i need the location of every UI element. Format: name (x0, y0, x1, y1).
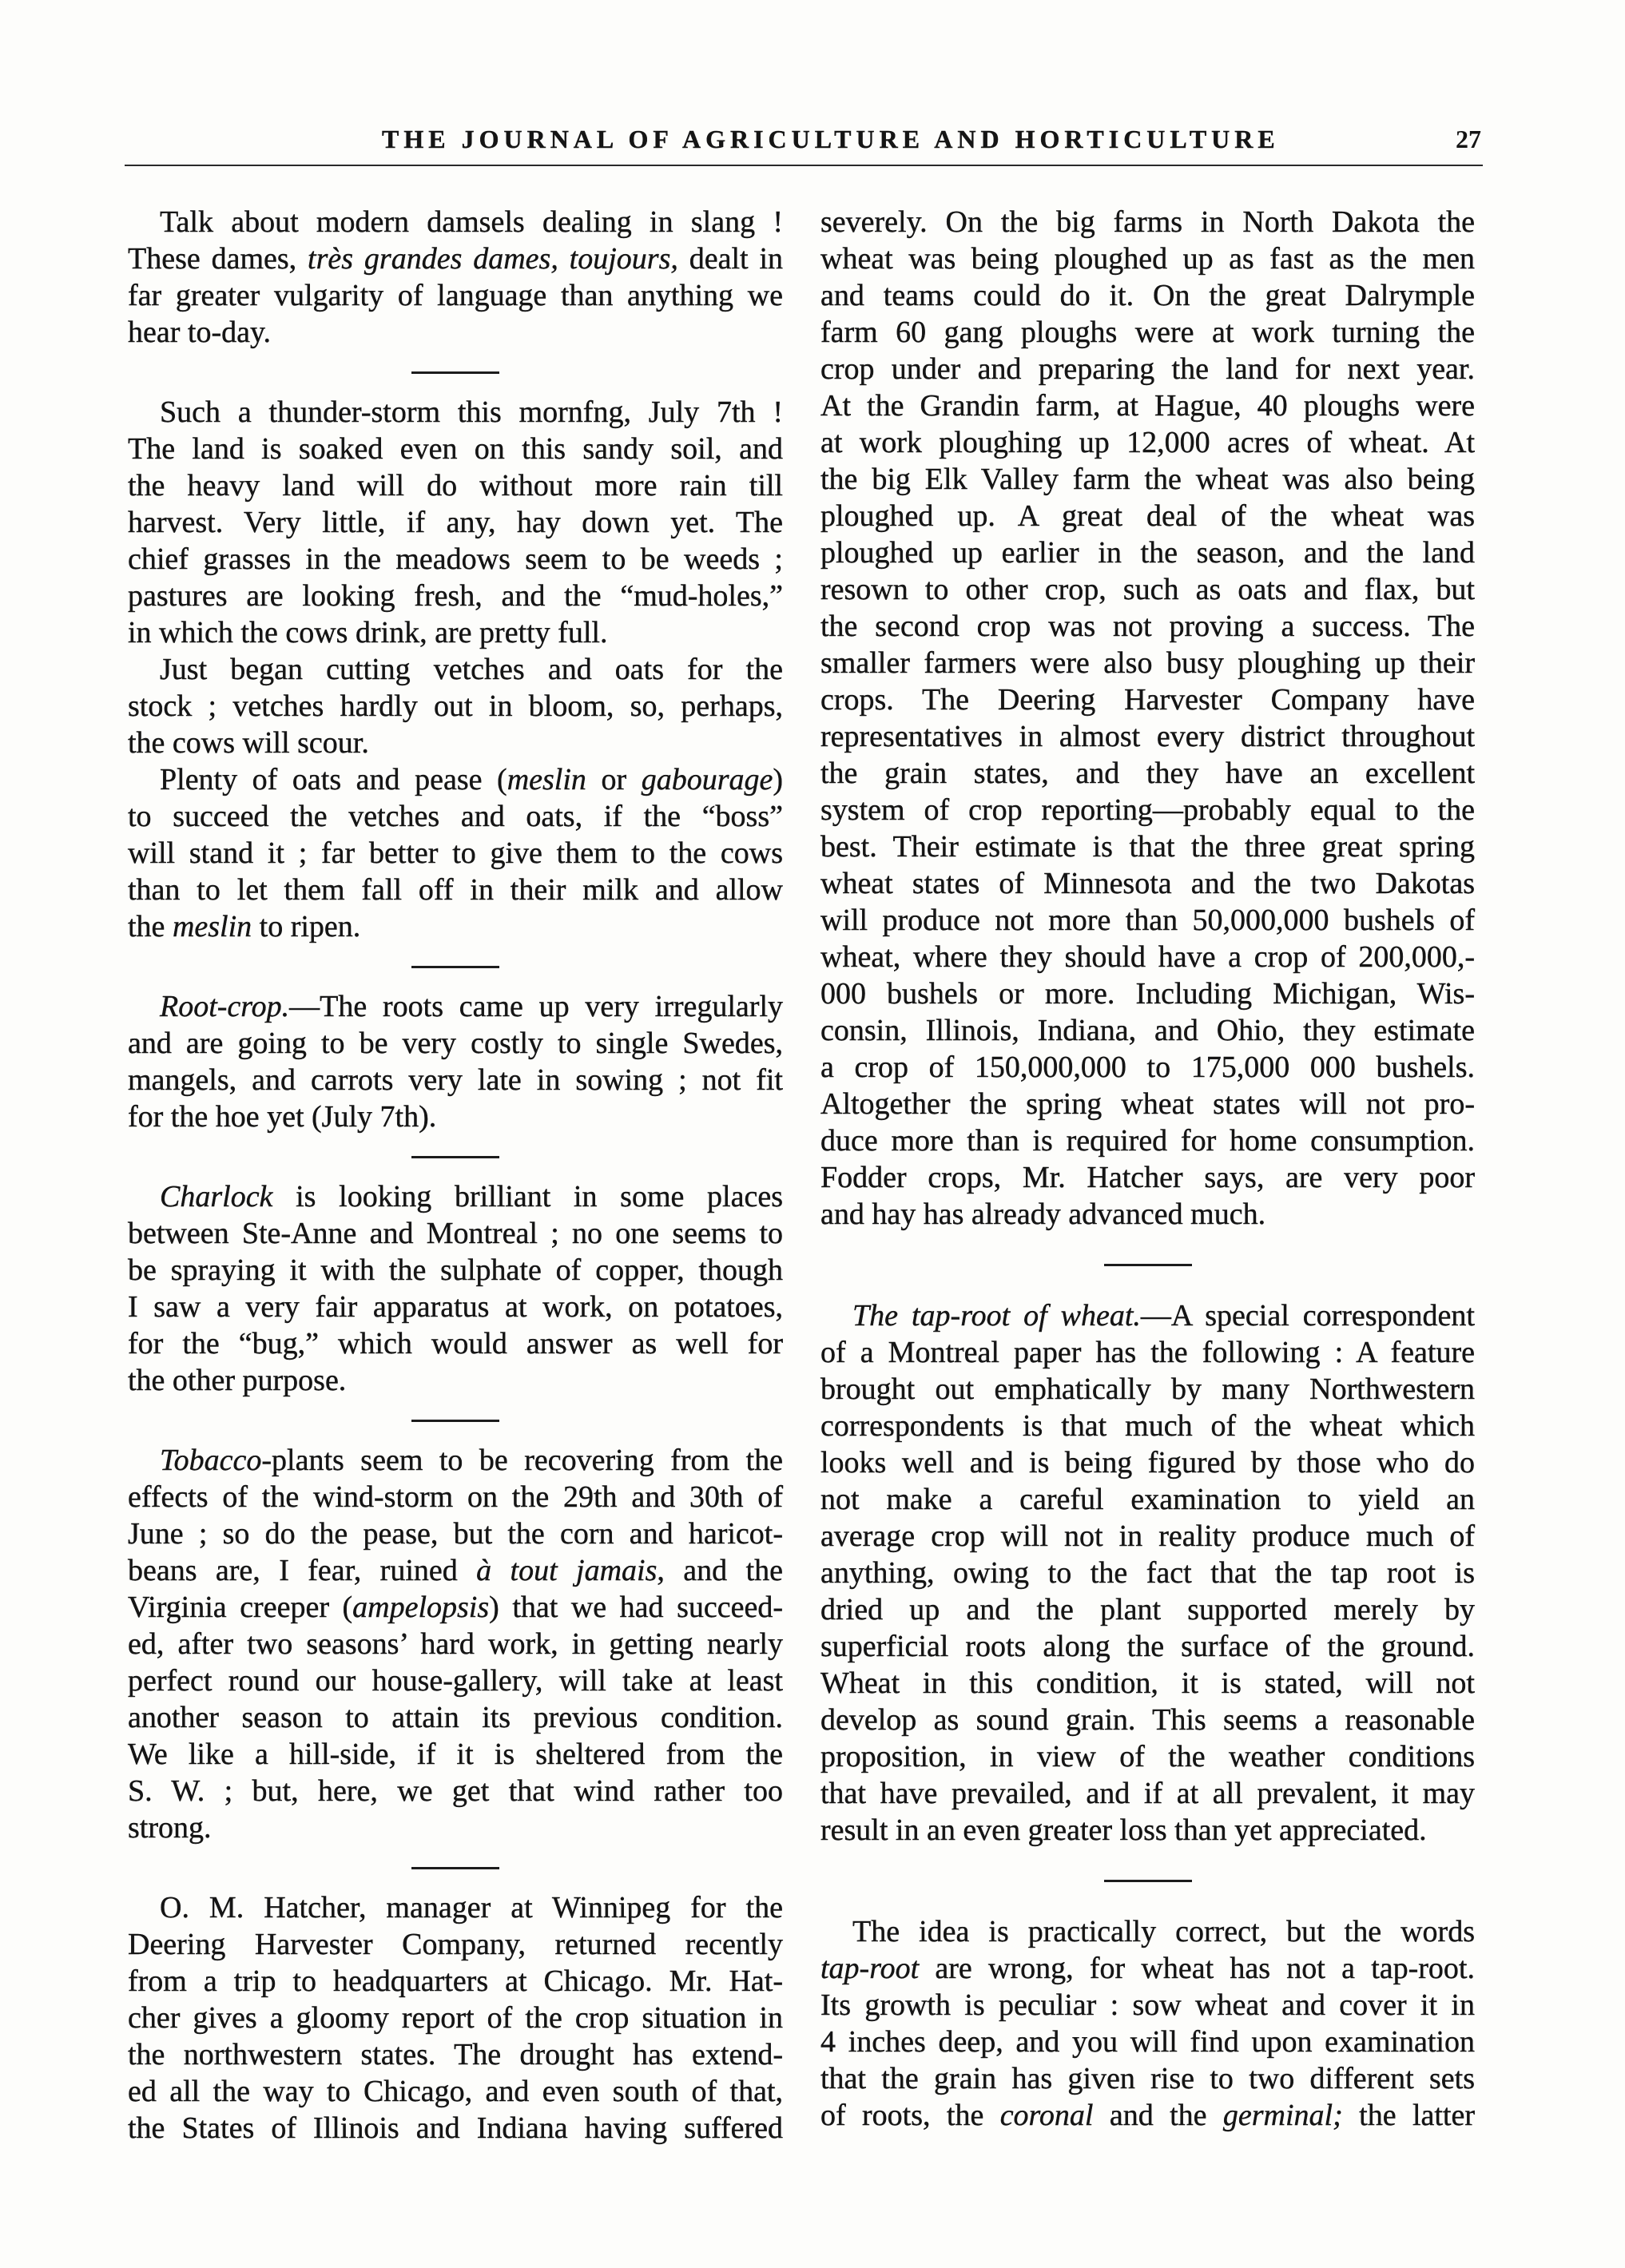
text-line: harvest. Very little, if any, hay down yet. The (128, 506, 783, 539)
italic-text-run: coronal (999, 2099, 1094, 2132)
text-run: , and the (657, 1554, 783, 1587)
paragraph (128, 394, 783, 651)
text-line: I saw a very fair apparatus at work, on potatoes, (128, 1290, 783, 1324)
paragraph (820, 1913, 1475, 2134)
text-line: that have prevailed, and if at all prevalent, it may (820, 1777, 1475, 1810)
text-line: crop under and preparing the land for next year. (820, 352, 1475, 386)
text-line: the northwestern states. The drought has extend- (128, 2038, 783, 2071)
paragraph (128, 988, 783, 1135)
text-line: crops. The Deering Harvester Company have (820, 683, 1475, 717)
note-section (128, 204, 783, 351)
italic-text-run: à tout jamais (476, 1554, 658, 1587)
section-divider (820, 1233, 1475, 1297)
text-line: June ; so do the pease, but the corn and haricot- (128, 1517, 783, 1551)
text-line: Deering Harvester Company, returned recently (128, 1928, 783, 1961)
note-section (128, 1178, 783, 1399)
text-line: be spraying it with the sulphate of copper, though (128, 1253, 783, 1287)
text-run: Virginia creeper ( (128, 1591, 353, 1624)
text-line: the heavy land will do without more rain till (128, 469, 783, 502)
text-line: wheat, where they should have a crop of 200,000,- (820, 940, 1475, 974)
text-line: for the “bug,” which would answer as well for (128, 1327, 783, 1360)
note-section (128, 988, 783, 1135)
text-line: superficial roots along the surface of the ground. (820, 1630, 1475, 1663)
text-line: Talk about modern damsels dealing in slang ! (160, 205, 783, 239)
text-line: Wheat in this condition, it is stated, will not (820, 1666, 1475, 1700)
text-line (128, 1178, 783, 1215)
text-run: the (128, 910, 173, 943)
page-number: 27 (1456, 125, 1481, 153)
text-line: 000 bushels or more. Including Michigan, Wis- (820, 977, 1475, 1011)
text-line (128, 1552, 783, 1589)
text-line: O. M. Hatcher, manager at Winnipeg for the (160, 1891, 783, 1924)
italic-text-run: Tobacco (160, 1444, 262, 1477)
text-line (820, 2097, 1475, 2134)
paragraph (128, 761, 783, 945)
section-divider (128, 1399, 783, 1442)
text-line: anything, owing to the fact that the tap root is (820, 1556, 1475, 1590)
italic-text-run: ampelopsis (352, 1591, 490, 1624)
text-line: and hay has already advanced much. (820, 1198, 1266, 1231)
text-line: ploughed up. A great deal of the wheat was (820, 499, 1475, 533)
section-divider (820, 1849, 1475, 1913)
text-line: for the hoe yet (July 7th). (128, 1100, 437, 1134)
text-line: duce more than is required for home consumption. (820, 1124, 1475, 1158)
italic-text-run: meslin (172, 910, 252, 943)
text-line: resown to other crop, such as oats and flax, but (820, 573, 1475, 606)
note-section (128, 1442, 783, 1846)
running-title: THE JOURNAL OF AGRICULTURE AND HORTICULTURE (382, 125, 1280, 153)
text-run: the latter (1342, 2099, 1476, 2132)
text-line: the big Elk Valley farm the wheat was also being (820, 463, 1475, 496)
column-left (128, 204, 783, 2147)
text-run: —A special correspondent (1140, 1299, 1475, 1333)
text-line: average crop will not in reality produce much of (820, 1519, 1475, 1553)
text-line: will produce not more than 50,000,000 bushels of (820, 904, 1475, 937)
section-divider (128, 1846, 783, 1889)
text-run: dealt in (677, 242, 784, 276)
italic-text-run: gabourage (641, 763, 773, 796)
text-line: the grain states, and they have an excellent (820, 757, 1475, 790)
text-line: the States of Illinois and Indiana having suffered (128, 2111, 783, 2145)
text-run: and the (1093, 2099, 1223, 2132)
text-line: Such a thunder-storm this mornfng, July 7th ! (160, 395, 783, 429)
text-run: —The roots came up very irregularly (289, 990, 783, 1023)
text-line: in which the cows drink, are pretty full. (128, 616, 608, 649)
text-line (820, 1950, 1475, 1987)
text-line: brought out emphatically by many Northwestern (820, 1372, 1475, 1406)
text-line: hear to-day. (128, 316, 271, 349)
text-line: representatives in almost every district throughout (820, 720, 1475, 753)
text-line: Just began cutting vetches and oats for the (160, 653, 783, 686)
text-line: Its growth is peculiar : sow wheat and cover it in (820, 1988, 1475, 2022)
text-line: 4 inches deep, and you will find upon examination (820, 2025, 1475, 2059)
text-run: are wrong, for wheat has not a tap-root. (919, 1952, 1475, 1985)
text-run: ) (773, 763, 784, 796)
text-line: dried up and the plant supported merely by (820, 1593, 1475, 1627)
text-line: between Ste-Anne and Montreal ; no one seems to (128, 1217, 783, 1250)
text-line: of a Montreal paper has the following : A feature (820, 1336, 1475, 1369)
text-run: is looking brilliant in some places (272, 1180, 783, 1213)
note-section (820, 1913, 1475, 2134)
text-line: than to let them fall off in their milk and allow (128, 873, 783, 907)
text-line: looks well and is being figured by those who do (820, 1446, 1475, 1480)
text-line: The land is soaked even on this sandy soil, and (128, 432, 783, 466)
text-line: ed, after two seasons’ hard work, in getting nearly (128, 1627, 783, 1661)
text-line: cher gives a gloomy report of the crop situation in (128, 2001, 783, 2035)
text-line: mangels, and carrots very late in sowing ; not fit (128, 1063, 783, 1097)
text-line: ed all the way to Chicago, and even south of that, (128, 2075, 783, 2108)
paragraph (820, 204, 1475, 1233)
text-line: severely. On the big farms in North Dakota the (820, 205, 1475, 239)
text-run: ) that we had succeed- (489, 1591, 783, 1624)
text-line: smaller farmers were also busy ploughing up their (820, 646, 1475, 680)
text-line (128, 908, 783, 945)
text-line: wheat states of Minnesota and the two Dakotas (820, 867, 1475, 900)
text-line (128, 1589, 783, 1626)
column-right (820, 204, 1475, 2134)
text-line (128, 761, 783, 798)
text-line: result in an even greater loss than yet appreciated. (820, 1813, 1427, 1847)
note-section (128, 1889, 783, 2147)
text-line: Altogether the spring wheat states will not pro- (820, 1087, 1475, 1121)
italic-text-run: Charlock (160, 1180, 273, 1213)
text-line: wheat was being ploughed up as fast as the men (820, 242, 1475, 276)
italic-text-run: germinal; (1222, 2099, 1343, 2132)
text-line: proposition, in view of the weather conditions (820, 1740, 1475, 1773)
text-line: develop as sound grain. This seems a reasonable (820, 1703, 1475, 1737)
text-line: S. W. ; but, here, we get that wind rather too (128, 1774, 783, 1808)
text-run: These dames, (128, 242, 308, 276)
text-line: correspondents is that much of the wheat which (820, 1409, 1475, 1443)
text-line (128, 988, 783, 1025)
text-line: and are going to be very costly to single Swedes, (128, 1027, 783, 1060)
text-line: a crop of 150,000,000 to 175,000 000 bushels. (820, 1051, 1475, 1084)
text-line: and teams could do it. On the great Dalrymple (820, 279, 1475, 312)
note-section (820, 1297, 1475, 1849)
section-divider (128, 351, 783, 394)
italic-text-run: meslin (507, 763, 586, 796)
text-run: -plants seem to be recovering from the (261, 1444, 783, 1477)
note-section (128, 394, 783, 945)
text-line: best. Their estimate is that the three great spring (820, 830, 1475, 864)
text-line: pastures are looking fresh, and the “mud-holes,” (128, 579, 783, 613)
paragraph (128, 651, 783, 761)
text-line: chief grasses in the meadows seem to be weeds ; (128, 542, 783, 576)
text-line: stock ; vetches hardly out in bloom, so, perhaps, (128, 689, 783, 723)
text-line: We like a hill-side, if it is sheltered from the (128, 1738, 783, 1771)
header-rule (125, 165, 1483, 166)
text-line: At the Grandin farm, at Hague, 40 ploughs were (820, 389, 1475, 423)
text-line: the other purpose. (128, 1364, 347, 1397)
paragraph (128, 1178, 783, 1399)
text-line: consin, Illinois, Indiana, and Ohio, they estimate (820, 1014, 1475, 1047)
text-line: system of crop reporting—probably equal to the (820, 793, 1475, 827)
text-line: another season to attain its previous condition. (128, 1701, 783, 1734)
text-run: of roots, the (820, 2099, 1000, 2132)
text-run: Plenty of oats and pease ( (160, 763, 507, 796)
text-line: not make a careful examination to yield an (820, 1483, 1475, 1516)
paragraph (128, 204, 783, 351)
text-line (128, 240, 783, 277)
paragraph (128, 1442, 783, 1846)
italic-text-run: Root-crop. (160, 990, 290, 1023)
text-line: Fodder crops, Mr. Hatcher says, are very poor (820, 1161, 1475, 1194)
note-section (820, 204, 1475, 1233)
section-divider (128, 1135, 783, 1178)
paragraph (128, 1889, 783, 2147)
text-line: that the grain has given rise to two different sets (820, 2062, 1475, 2095)
text-line: ploughed up earlier in the season, and the land (820, 536, 1475, 570)
text-line: at work ploughing up 12,000 acres of wheat. At (820, 426, 1475, 459)
text-line: The idea is practically correct, but the words (852, 1915, 1475, 1948)
paragraph (820, 1297, 1475, 1849)
text-line: farm 60 gang ploughs were at work turning the (820, 316, 1475, 349)
text-line: the second crop was not proving a success. The (820, 610, 1475, 643)
text-line: effects of the wind-storm on the 29th and 30th of (128, 1480, 783, 1514)
text-line: strong. (128, 1811, 212, 1845)
text-line: far greater vulgarity of language than anything we (128, 279, 783, 312)
text-line: to succeed the vetches and oats, if the “boss” (128, 800, 783, 833)
italic-text-run: très grandes dames, toujours, (308, 242, 678, 276)
text-line (820, 1297, 1475, 1334)
text-line (128, 1442, 783, 1479)
text-line: from a trip to headquarters at Chicago. Mr. Hat- (128, 1964, 783, 1998)
text-run: to ripen. (252, 910, 361, 943)
italic-text-run: The tap-root of wheat. (852, 1299, 1141, 1333)
text-run: or (586, 763, 642, 796)
section-divider (128, 945, 783, 988)
text-line: perfect round our house-gallery, will take at least (128, 1664, 783, 1698)
text-line: the cows will scour. (128, 726, 369, 760)
text-run: beans are, I fear, ruined (128, 1554, 477, 1587)
italic-text-run: tap-root (820, 1952, 920, 1985)
text-line: will stand it ; far better to give them to the cows (128, 836, 783, 870)
